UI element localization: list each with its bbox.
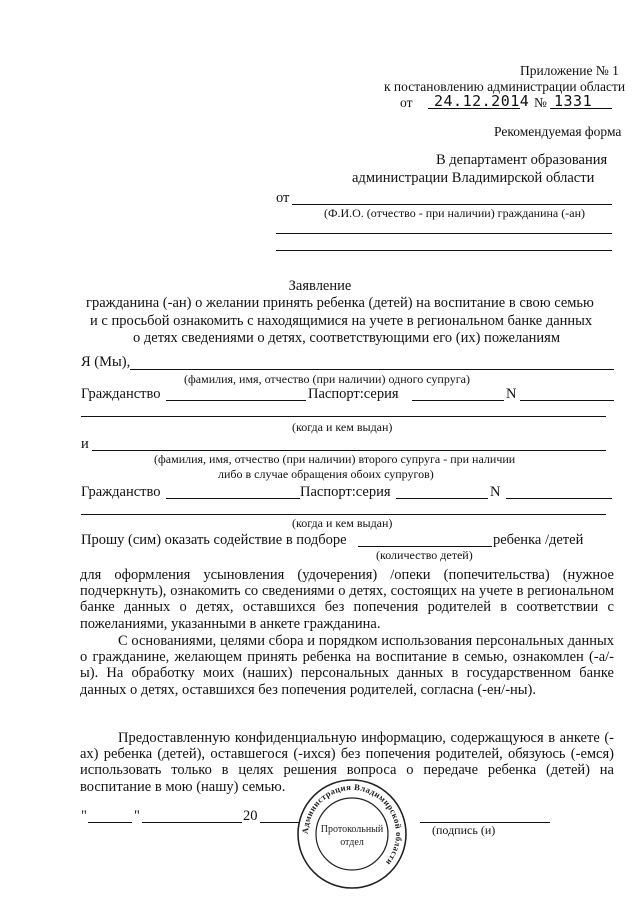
passport-n-label: N — [506, 386, 517, 402]
passport-series-field-1[interactable] — [412, 400, 504, 401]
request-label: Прошу (сим) оказать содействие в подборе — [81, 532, 347, 548]
passport-number-field-2[interactable] — [506, 498, 612, 499]
passport-issued-field-2[interactable] — [81, 514, 606, 515]
spouse2-caption-line2: либо в случае обращения обоих супругов) — [218, 467, 434, 481]
date-quote-close: " — [134, 808, 140, 824]
stamp-center-line1: Протокольный — [320, 824, 384, 835]
resolution-number: 1331 — [554, 92, 593, 110]
addressee-line1: В департамент образования — [436, 152, 608, 168]
passport-issued-field-1[interactable] — [81, 416, 606, 417]
passport-number-field-1[interactable] — [520, 400, 614, 401]
resolution-from-label: от — [400, 95, 413, 110]
date-year-prefix: 20 — [243, 808, 258, 824]
passport-series-field-2[interactable] — [396, 498, 488, 499]
stamp-center-line2: отдел — [340, 837, 364, 848]
citizenship-field-1[interactable] — [166, 400, 306, 401]
and-label: и — [81, 436, 89, 452]
addressee-line2: администрации Владимирской области — [352, 170, 595, 186]
date-year-field[interactable] — [260, 822, 300, 823]
paragraph-consent-text: С основаниями, целями сбора и порядком использования персональных данных о гражданине, желающем принять ребенка на воспитание в семью, ознакомлен (-а/-ы). На обработку моих (наших) персональных данных в государственном банке данных о детях, оставшихся без попечения родителей, согласна (-ен/-ны). — [80, 633, 614, 698]
applicant-name-field[interactable] — [292, 204, 612, 205]
passport-n-label-2: N — [490, 484, 501, 500]
document-title: Заявление — [288, 278, 352, 294]
date-day-field[interactable] — [88, 822, 132, 823]
children-count-field[interactable] — [358, 546, 492, 547]
stamp-ring-text: Администрация Владимирской области — [299, 781, 405, 868]
passport-label: Паспорт:серия — [308, 386, 399, 402]
spouse2-name-field[interactable] — [92, 450, 606, 451]
from-label: от — [276, 190, 290, 206]
resolution-date: 24.12.2014 — [434, 92, 530, 110]
citizenship-label: Гражданство — [81, 386, 161, 402]
issued-caption-1: (когда и кем выдан) — [292, 420, 393, 434]
date-quote-open: " — [81, 808, 87, 824]
appendix-label: Приложение № 1 — [520, 63, 619, 78]
request-tail: ребенка /детей — [493, 532, 584, 548]
spouse1-name-field[interactable] — [130, 369, 614, 370]
spouse1-caption: (фамилия, имя, отчество (при наличии) одного супруга) — [184, 372, 470, 386]
paragraph-consent — [80, 633, 614, 698]
paragraph-confidentiality-text: Предоставленную конфиденциальную информацию, содержащуюся в анкете (-ах) ребенка (детей), оставшегося (-ихся) без попечения родителей, обязуюсь (-емся) использовать только в целях решения вопроса о передаче ребенка (детей) на воспитание в мою (нашу) семью. — [80, 730, 614, 795]
spouse2-caption-line1: (фамилия, имя, отчество (при наличии) второго супруга - при наличии — [154, 452, 516, 466]
passport-label-2: Паспорт:серия — [300, 484, 391, 500]
title-line2: и с просьбой ознакомить с находящимися на учете в региональном банке данных — [90, 313, 593, 329]
applicant-name-line-3[interactable] — [276, 250, 612, 251]
paragraph-purpose-text: для оформления усыновления (удочерения) /опеки (попечительства) (нужное подчеркнуть), ознакомить со сведениями о детях, состоящих на учете в региональном банке данных о детях, оставшихся без попечения родителей в соответствии с пожеланиями, указанными в анкете гражданина. — [80, 567, 614, 632]
fio-caption: (Ф.И.О. (отчество - при наличии) гражданина (-ан) — [324, 206, 585, 220]
resolution-label: к постановлению администрации области — [384, 79, 626, 94]
we-label: Я (Мы), — [81, 354, 131, 370]
form-note: Рекомендуемая форма — [494, 124, 622, 139]
title-line3: о детях сведениями о детях, соответствующими его (их) пожеланиям — [133, 330, 561, 346]
title-line1: гражданина (-ан) о желании принять ребенка (детей) на воспитание в свою семью — [86, 295, 594, 311]
applicant-name-line-2[interactable] — [276, 233, 612, 234]
citizenship-field-2[interactable] — [166, 498, 300, 499]
resolution-number-label: № — [534, 95, 547, 110]
official-stamp — [296, 778, 408, 890]
paragraph-purpose — [80, 567, 614, 632]
issued-caption-2: (когда и кем выдан) — [292, 516, 393, 530]
citizenship-label-2: Гражданство — [81, 484, 161, 500]
count-caption: (количество детей) — [376, 548, 473, 562]
date-month-field[interactable] — [142, 822, 242, 823]
signature-caption: (подпись (и) — [432, 823, 496, 837]
